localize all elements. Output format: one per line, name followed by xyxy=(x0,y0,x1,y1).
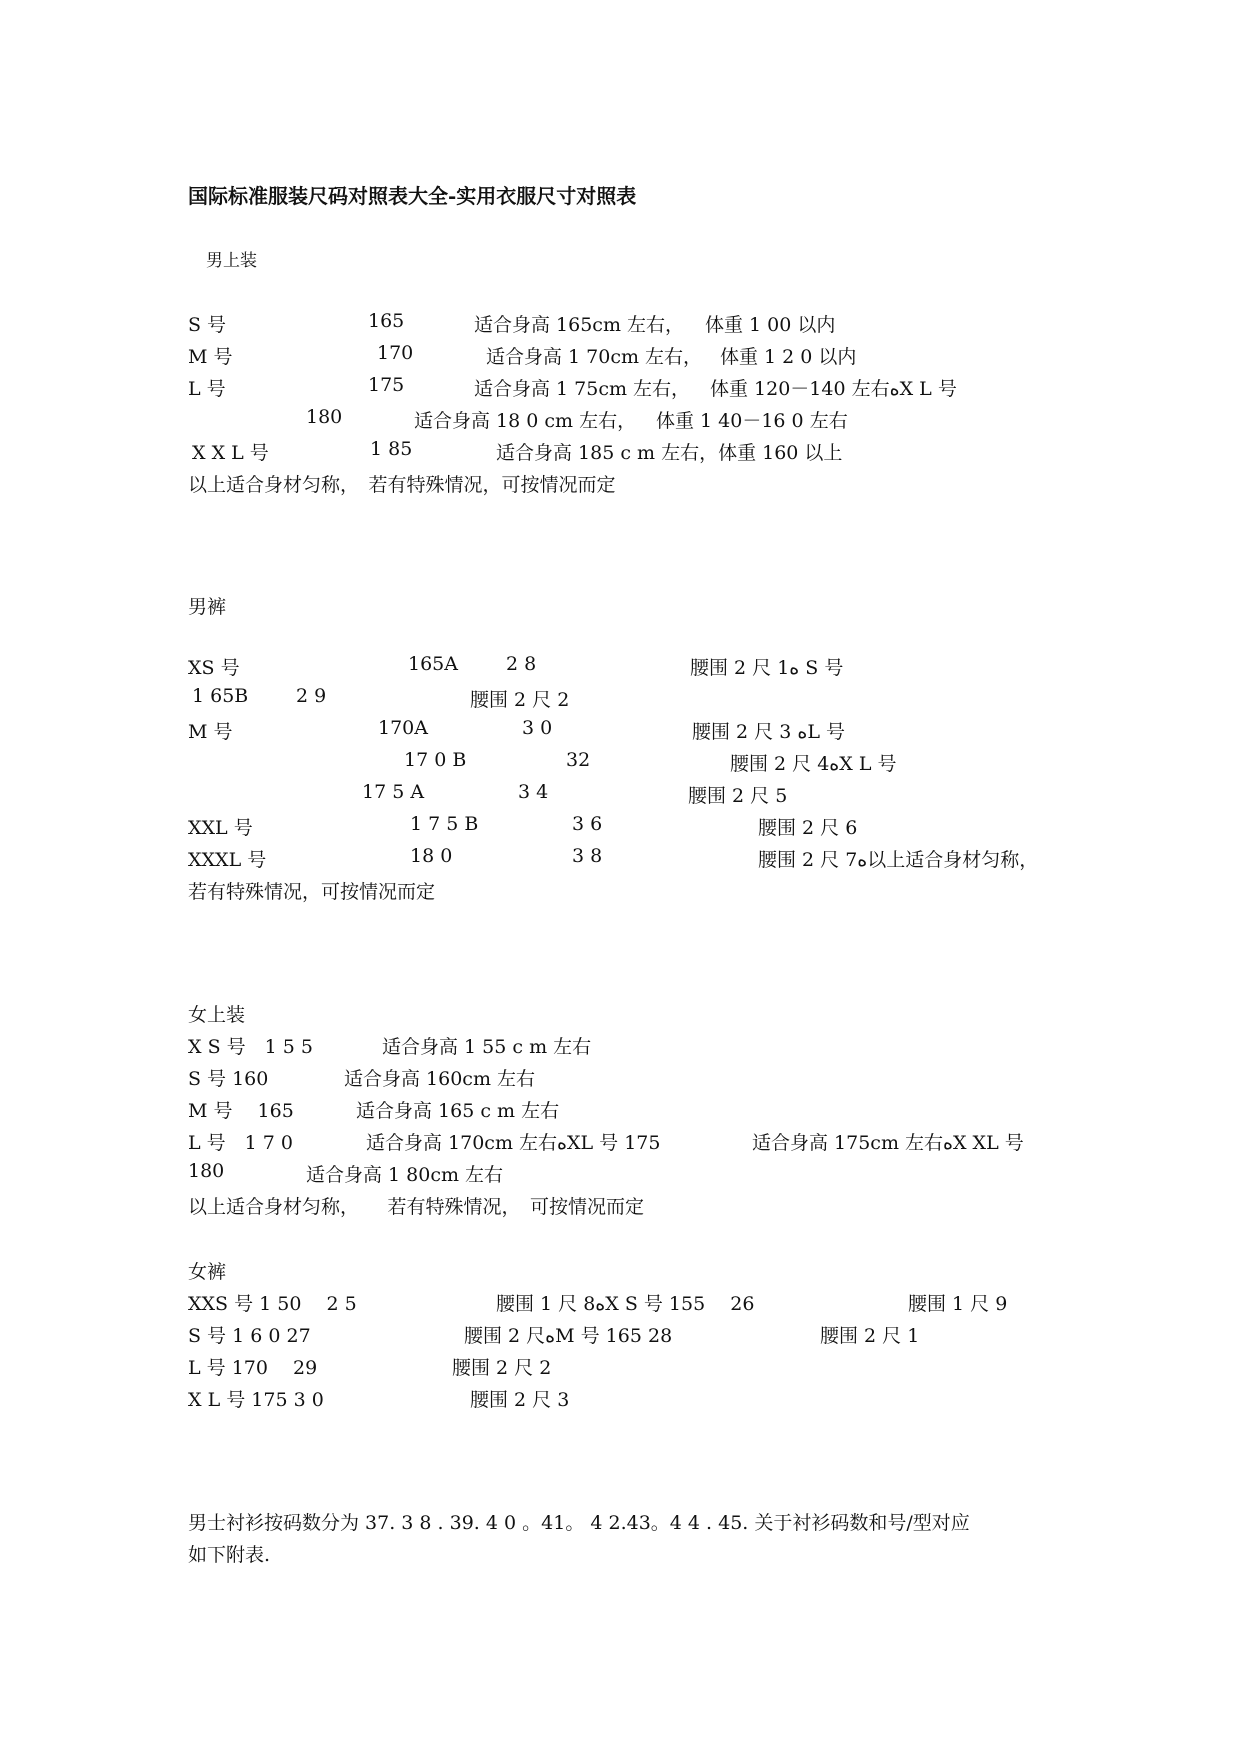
size-waist: 腰围 2 尺 7ﻩ以上适合身材匀称， xyxy=(758,849,1039,871)
size-waist-inch: 2 8 xyxy=(506,653,537,675)
size-row xyxy=(0,310,1241,340)
size-height: 175 xyxy=(368,374,405,396)
size-row xyxy=(0,1064,1241,1094)
size-row xyxy=(0,374,1241,404)
size-height: 165 xyxy=(368,310,405,332)
size-label: XS 号 xyxy=(188,657,240,679)
size-fit: 适合身高 185 c m 左右，体重 160 以上 xyxy=(496,442,843,464)
section-heading-mens-tops: 男上装 xyxy=(206,251,257,271)
size-waist: 腰围 2 尺 1ﻩ S 号 xyxy=(690,657,844,679)
size-label: M 号 165 xyxy=(188,1100,294,1122)
size-fit: 适合身高 1 80cm 左右 xyxy=(306,1164,504,1186)
size-row xyxy=(0,1289,1241,1319)
size-row xyxy=(0,1353,1241,1383)
size-fit: 适合身高 18 0 cm 左右， xyxy=(414,410,637,432)
size-row xyxy=(0,438,1241,468)
size-row xyxy=(0,1321,1241,1351)
size-type: 17 5 A xyxy=(362,781,425,803)
size-waist: 腰围 2 尺 3 xyxy=(470,1389,570,1411)
size-label: XXS 号 1 50 2 5 xyxy=(188,1293,357,1315)
size-label: S 号 1 6 0 27 xyxy=(188,1325,311,1347)
size-fit: 适合身高 170cm 左右ﻩXL 号 175 xyxy=(366,1132,661,1154)
size-fit: 适合身高 165cm 左右， xyxy=(474,314,685,336)
size-row xyxy=(0,781,1241,811)
size-waist: 腰围 2 尺 6 xyxy=(758,817,858,839)
size-height: 170 xyxy=(377,342,414,364)
size-type: 170A xyxy=(378,717,428,739)
size-row xyxy=(0,1096,1241,1126)
size-waist: 腰围 2 尺ﻩM 号 165 28 xyxy=(464,1325,673,1347)
size-height: 180 xyxy=(306,406,343,428)
section-heading-mens-pants: 男裤 xyxy=(188,596,227,618)
size-row xyxy=(0,1128,1241,1158)
size-row xyxy=(0,749,1241,779)
size-label: X L 号 175 3 0 xyxy=(188,1389,324,1411)
size-label: S 号 160 xyxy=(188,1068,269,1090)
size-fit: 适合身高 1 75cm 左右， xyxy=(474,378,691,400)
size-fit: 适合身高 175cm 左右ﻩX XL 号 xyxy=(752,1132,1024,1154)
size-label: X X L 号 xyxy=(192,442,269,464)
size-waist-inch: 3 0 xyxy=(522,717,553,739)
section-heading-womens-tops: 女上装 xyxy=(188,1004,246,1026)
size-waist: 腰围 1 尺 9 xyxy=(908,1293,1008,1315)
size-waist: 腰围 1 尺 8ﻩX S 号 155 26 xyxy=(496,1293,755,1315)
size-waist: 腰围 2 尺 5 xyxy=(688,785,788,807)
section-note: 若有特殊情况，可按情况而定 xyxy=(188,881,436,903)
size-waist: 腰围 2 尺 3 ﻩL 号 xyxy=(692,721,845,743)
section-note: 以上适合身材匀称， 若有特殊情况，可按情况而定 xyxy=(188,474,616,496)
size-label: S 号 xyxy=(188,314,227,336)
size-label: 180 xyxy=(188,1160,225,1182)
size-row xyxy=(0,813,1241,843)
size-label: X S 号 1 5 5 xyxy=(188,1036,313,1058)
size-type: 18 0 xyxy=(410,845,453,867)
size-waist: 腰围 2 尺 4ﻩX L 号 xyxy=(730,753,897,775)
size-row xyxy=(0,406,1241,436)
size-label: L 号 xyxy=(188,378,226,400)
size-row xyxy=(0,1385,1241,1415)
size-type: 1 7 5 B xyxy=(410,813,479,835)
size-row xyxy=(0,342,1241,372)
size-waist: 腰围 2 尺 2 xyxy=(452,1357,552,1379)
size-label: M 号 xyxy=(188,721,233,743)
size-weight: 体重 1 40－16 0 左右 xyxy=(656,410,848,432)
size-label: L 号 170 29 xyxy=(188,1357,318,1379)
size-label: XXL 号 xyxy=(188,817,253,839)
size-weight: 体重 1 2 0 以内 xyxy=(720,346,857,368)
size-type: 1 65B xyxy=(192,685,249,707)
size-waist-inch: 3 4 xyxy=(518,781,549,803)
size-waist: 腰围 2 尺 2 xyxy=(470,689,570,711)
size-waist-inch: 3 6 xyxy=(572,813,603,835)
size-waist-inch: 3 8 xyxy=(572,845,603,867)
size-row xyxy=(0,653,1241,683)
size-waist-inch: 2 9 xyxy=(296,685,327,707)
size-fit: 适合身高 1 55 c m 左右 xyxy=(382,1036,592,1058)
size-height: 1 85 xyxy=(370,438,413,460)
size-waist-inch: 32 xyxy=(566,749,591,771)
size-weight: 体重 120－140 左右ﻩX L 号 xyxy=(710,378,957,400)
size-type: 165A xyxy=(408,653,458,675)
size-label: XXXL 号 xyxy=(188,849,267,871)
size-label: L 号 1 7 0 xyxy=(188,1132,294,1154)
section-heading-womens-pants: 女裤 xyxy=(188,1261,227,1283)
size-row xyxy=(0,717,1241,747)
size-fit: 适合身高 165 c m 左右 xyxy=(356,1100,560,1122)
size-row xyxy=(0,685,1241,715)
size-row xyxy=(0,1160,1241,1190)
size-waist: 腰围 2 尺 1 xyxy=(820,1325,920,1347)
size-row xyxy=(0,1032,1241,1062)
shirt-paragraph-line: 如下附表. xyxy=(188,1544,271,1566)
size-type: 17 0 B xyxy=(404,749,467,771)
size-row xyxy=(0,845,1241,875)
size-label: M 号 xyxy=(188,346,233,368)
shirt-paragraph-line: 男士衬衫按码数分为 37. 3 8 . 39. 4 0 。41。 4 2.43。4 4 . 45. 关于衬衫码数和号/型对应 xyxy=(188,1512,970,1534)
section-note: 以上适合身材匀称， 若有特殊情况， 可按情况而定 xyxy=(188,1196,645,1218)
document-title: 国际标准服装尺码对照表大全-实用衣服尺寸对照表 xyxy=(188,184,637,208)
size-fit: 适合身高 160cm 左右 xyxy=(344,1068,536,1090)
size-fit: 适合身高 1 70cm 左右， xyxy=(486,346,703,368)
size-weight: 体重 1 00 以内 xyxy=(705,314,836,336)
